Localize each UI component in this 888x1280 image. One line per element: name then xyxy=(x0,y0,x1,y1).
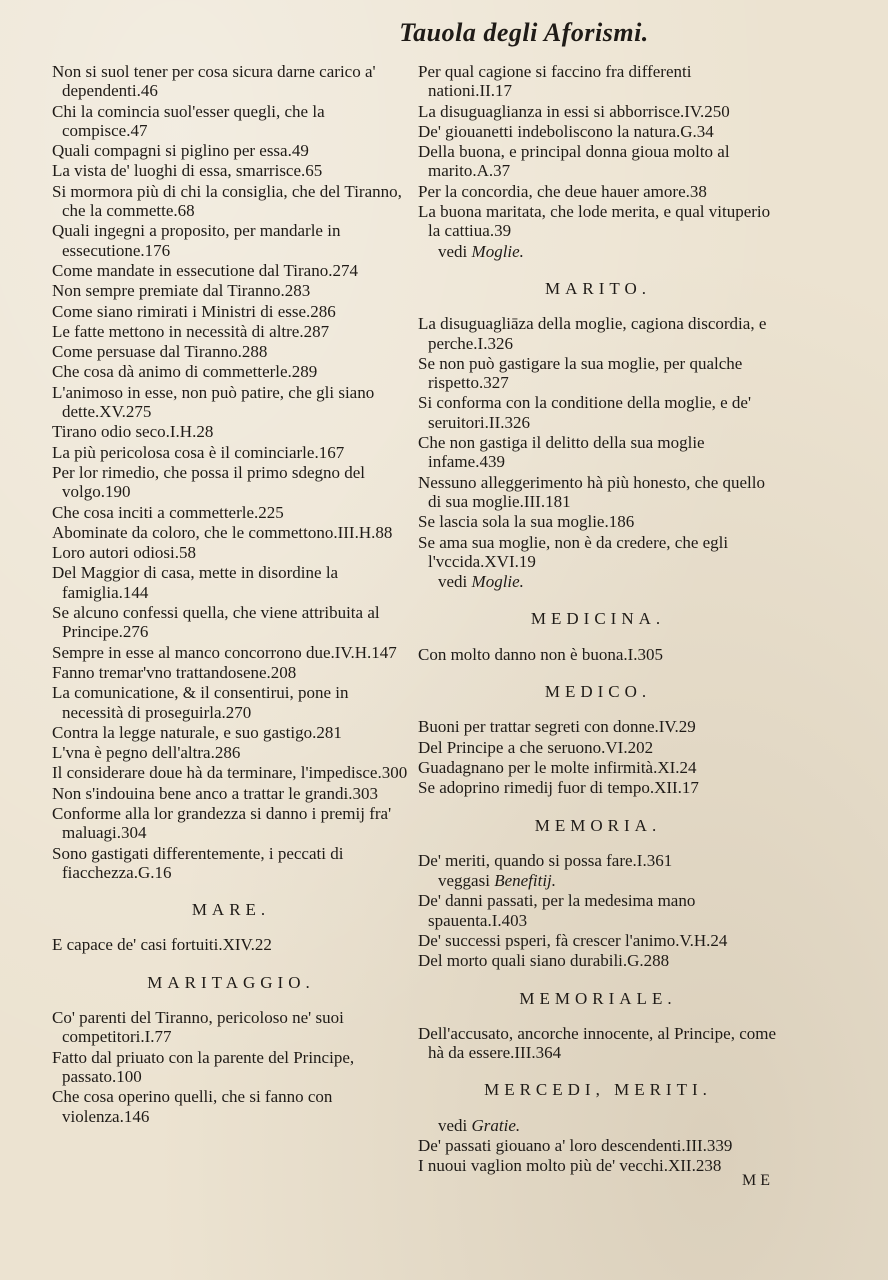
index-entry: Che cosa inciti a commetterle.225 xyxy=(52,502,284,522)
cross-reference-prefix: veggasi xyxy=(438,871,490,891)
cross-reference-target: Moglie. xyxy=(471,241,524,261)
section-heading: MARITO. xyxy=(545,278,651,298)
page-header xyxy=(0,18,888,48)
index-entry: Si conforma con la conditione della moglie, e de' seruitori.II.326 xyxy=(418,393,752,432)
index-entry: Sempre in esse al manco concorrono due.IV.H.147 xyxy=(52,642,397,662)
right-column xyxy=(418,62,778,1177)
index-entry: De' danni passati, per la medesima mano spauenta.I.403 xyxy=(418,891,696,930)
section-heading: MARE. xyxy=(191,900,271,920)
index-entry: Come siano rimirati i Ministri di esse.286 xyxy=(52,301,336,321)
index-entry: La più pericolosa cosa è il cominciarle.167 xyxy=(52,442,345,462)
index-entry: Le fatte mettono in necessità di altre.287 xyxy=(52,321,330,341)
index-entry: I nuoui vaglion molto più de' vecchi.XII.238 xyxy=(418,1156,722,1176)
index-entry: Della buona, e principal donna gioua molto al marito.A.37 xyxy=(418,142,730,181)
index-entry: Il considerare doue hà da terminare, l'impedisce.300 xyxy=(52,763,408,783)
cross-reference-prefix: vedi xyxy=(438,1115,468,1135)
index-entry: L'animoso in esse, non può patire, che gli siano dette.XV.275 xyxy=(52,382,375,422)
index-entry: La buona maritata, che lode merita, e qual vituperio la cattiua.39 xyxy=(418,202,771,241)
index-entry: Se adoprino rimedij fuor di tempo.XII.17 xyxy=(418,778,699,798)
index-entry: Del Principe a che seruono.VI.202 xyxy=(418,737,654,757)
index-entry: Sono gastigati differentemente, i peccati di fiacchezza.G.16 xyxy=(52,843,344,882)
signature-mark: M E xyxy=(742,1172,770,1189)
index-entry: Come mandate in essecutione dal Tirano.274 xyxy=(52,260,358,280)
index-entry: Con molto danno non è buona.I.305 xyxy=(418,644,664,664)
index-entry: Se non può gastigare la sua moglie, per qualche rispetto.327 xyxy=(418,353,743,393)
index-entry: Se lascia sola la sua moglie.186 xyxy=(418,512,635,532)
index-entry: Come persuase dal Tiranno.288 xyxy=(52,342,268,362)
index-entry: Per qual cagione si faccino fra differenti nationi.II.17 xyxy=(418,62,692,101)
cross-reference-prefix: vedi xyxy=(438,572,468,592)
index-entry: De' successi psperi, fà crescer l'animo.V.H.24 xyxy=(418,930,728,950)
cross-reference xyxy=(418,871,778,890)
index-entry: Del morto quali siano durabili.G.288 xyxy=(418,951,670,971)
index-entry: Quali compagni si piglino per essa.49 xyxy=(52,141,309,161)
cross-reference xyxy=(418,242,778,261)
index-entry: Nessuno alleggerimento hà più honesto, che quello di sua moglie.III.181 xyxy=(418,472,765,511)
index-entry: Fanno tremar'vno trattandosene.208 xyxy=(52,662,297,682)
cross-reference-target: Benefitij. xyxy=(494,871,557,891)
index-entry: De' passati giouano a' loro descendenti.III.339 xyxy=(418,1136,733,1156)
section-heading: MARITAGGIO. xyxy=(147,972,315,992)
index-entry: Che cosa dà animo di commetterle.289 xyxy=(52,362,318,382)
section-heading: MEDICO. xyxy=(544,682,652,702)
index-entry: La disuguaglianza in essi si abborrisce.IV.250 xyxy=(418,101,730,121)
index-entry: La disuguagliāza della moglie, cagiona discordia, e perche.I.326 xyxy=(418,314,767,353)
index-entry: Del Maggior di casa, mette in disordine la famiglia.144 xyxy=(52,563,339,602)
index-entry: De' meriti, quando si possa fare.I.361 xyxy=(418,850,673,870)
cross-reference-prefix: vedi xyxy=(438,241,468,261)
index-entry: Guadagnano per le molte infirmità.XI.24 xyxy=(418,757,697,777)
index-entry: Per lor rimedio, che possa il primo sdegno del volgo.190 xyxy=(52,462,366,502)
index-entry: Fatto dal priuato con la parente del Principe, passato.100 xyxy=(52,1047,355,1086)
index-entry: Tirano odio seco.I.H.28 xyxy=(52,422,214,442)
index-entry: Conforme alla lor grandezza si danno i premij fra' maluagi.304 xyxy=(52,803,392,843)
index-entry: Buoni per trattar segreti con donne.IV.29 xyxy=(418,717,696,737)
index-entry: La vista de' luoghi di essa, smarrisce.65 xyxy=(52,161,323,181)
index-entry: De' giouanetti indeboliscono la natura.G.34 xyxy=(418,121,714,141)
index-entry: Contra la legge naturale, e suo gastigo.281 xyxy=(52,722,342,742)
index-entry: Se alcuno confessi quella, che viene attribuita al Principe.276 xyxy=(52,603,380,642)
index-entry: Non s'indouina bene anco a trattar le grandi.303 xyxy=(52,783,378,803)
index-entry: Co' parenti del Tiranno, pericoloso ne' suoi competitori.I.77 xyxy=(52,1008,344,1047)
index-entry: Chi la comincia suol'esser quegli, che la compisce.47 xyxy=(52,101,325,140)
index-entry: Che cosa operino quelli, che si fanno con violenza.146 xyxy=(52,1087,333,1126)
section-heading: MEDICINA. xyxy=(530,609,666,629)
section-heading: MEMORIA. xyxy=(534,815,662,835)
left-column xyxy=(52,62,410,1127)
cross-reference xyxy=(418,1116,778,1135)
index-entry: Quali ingegni a proposito, per mandarle in essecutione.176 xyxy=(52,221,341,260)
cross-reference xyxy=(418,572,778,591)
index-entry: Se ama sua moglie, non è da credere, che egli l'vccida.XVI.19 xyxy=(418,532,729,571)
index-entry: Per la concordia, che deue hauer amore.38 xyxy=(418,181,707,201)
index-entry: Non si suol tener per cosa sicura darne carico a' dependenti.46 xyxy=(52,62,376,101)
index-entry: Non sempre premiate dal Tiranno.283 xyxy=(52,281,311,301)
cross-reference-target: Moglie. xyxy=(471,572,524,592)
index-entry: E capace de' casi fortuiti.XIV.22 xyxy=(52,935,272,955)
section-heading: MERCEDI, MERITI. xyxy=(484,1080,712,1100)
index-entry: La comunicatione, & il consentirui, pone in necessità di proseguirla.270 xyxy=(52,683,349,722)
index-entry: L'vna è pegno dell'altra.286 xyxy=(52,743,241,763)
index-entry: Che non gastiga il delitto della sua moglie infame.439 xyxy=(418,433,705,472)
section-heading: MEMORIALE. xyxy=(519,988,677,1008)
index-entry: Abominate da coloro, che le commettono.III.H.88 xyxy=(52,522,393,542)
cross-reference-target: Gratie. xyxy=(471,1115,521,1135)
page-title: Tauola degli Aforismi. xyxy=(399,18,649,47)
index-entry: Dell'accusato, ancorche innocente, al Principe, come hà da essere.III.364 xyxy=(418,1023,777,1063)
index-entry: Loro autori odiosi.58 xyxy=(52,543,197,563)
index-entry: Si mormora più di chi la consiglia, che del Tiranno, che la commette.68 xyxy=(52,181,402,221)
